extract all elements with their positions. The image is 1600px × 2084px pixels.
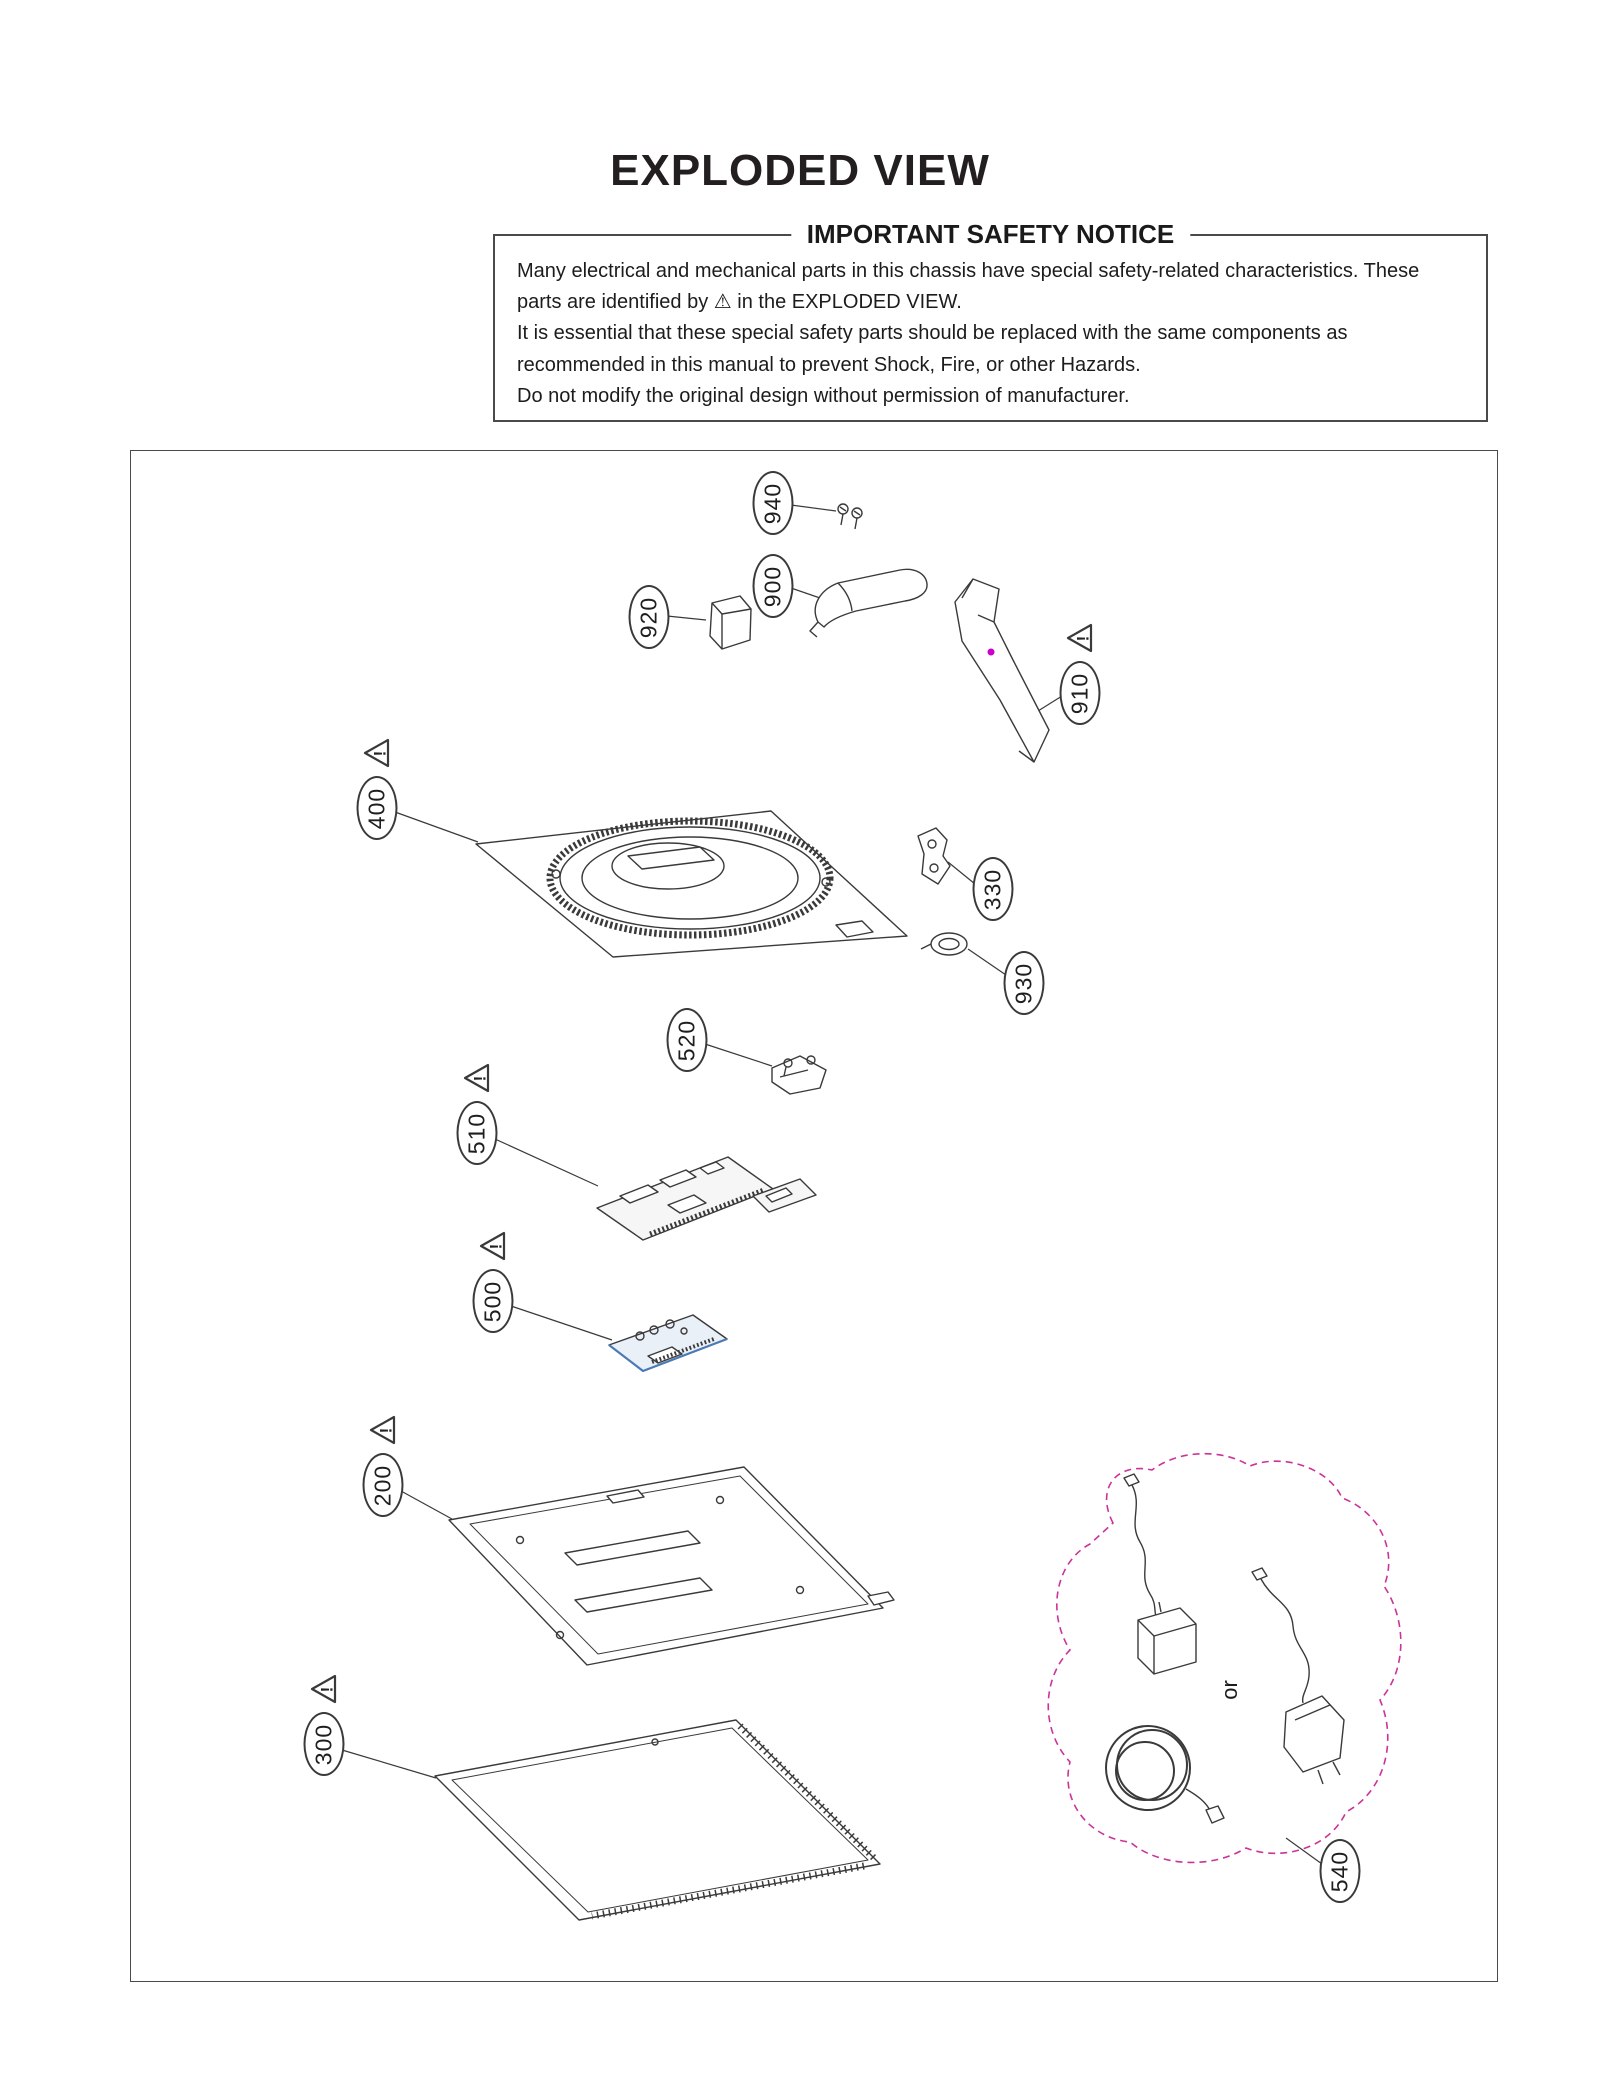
part-number: 510 — [463, 1112, 490, 1154]
svg-text:!: ! — [470, 1075, 490, 1082]
page-title: EXPLODED VIEW — [610, 146, 990, 195]
part-number: 400 — [363, 787, 390, 829]
or-label: or — [1217, 1680, 1242, 1700]
part-number: 500 — [479, 1280, 506, 1322]
warning-triangle-icon — [476, 1229, 510, 1263]
part-number: 940 — [759, 482, 786, 524]
svg-text:!: ! — [486, 1243, 506, 1250]
part-number: 520 — [673, 1019, 700, 1061]
warning-triangle-icon — [460, 1061, 494, 1095]
part-number-badge — [473, 1269, 514, 1333]
part-number-badge — [667, 1008, 708, 1072]
svg-text:!: ! — [376, 1427, 396, 1434]
svg-text:!: ! — [370, 750, 390, 757]
part-number-badge — [973, 857, 1014, 921]
part-number-badge — [357, 776, 398, 840]
svg-text:!: ! — [317, 1686, 337, 1693]
warning-triangle-icon — [360, 736, 394, 770]
part-number-badge — [1060, 661, 1101, 725]
part-number-badge — [629, 585, 670, 649]
safety-notice-paragraph: Many electrical and mechanical parts in this chassis have special safety-related characteristics. These parts are identified by ⚠ in the EXPLODED VIEW. — [517, 260, 1420, 314]
part-number: 200 — [369, 1464, 396, 1506]
safety-notice-paragraph: It is essential that these special safety parts should be replaced with the same components as recommended in this manual to prevent Shock, Fire, or other Hazards. — [517, 322, 1348, 376]
part-number-badge — [457, 1101, 498, 1165]
warning-triangle-icon — [307, 1672, 341, 1706]
part-number-badge — [753, 471, 794, 535]
part-number: 920 — [635, 596, 662, 638]
part-number: 330 — [979, 868, 1006, 910]
svg-text:!: ! — [1073, 635, 1093, 642]
part-number-badge — [1004, 951, 1045, 1015]
part-number: 300 — [310, 1723, 337, 1765]
warning-triangle-icon — [366, 1413, 400, 1447]
part-number: 910 — [1066, 672, 1093, 714]
warning-triangle-icon — [1063, 621, 1097, 655]
part-number-badge — [304, 1712, 345, 1776]
part-number-badge — [363, 1453, 404, 1517]
part-number: 540 — [1326, 1850, 1353, 1892]
part-number-badge — [753, 554, 794, 618]
safety-notice-paragraph: Do not modify the original design without permission of manufacturer. — [517, 384, 1130, 407]
part-number-badge — [1320, 1839, 1361, 1903]
part-number: 930 — [1010, 962, 1037, 1004]
safety-notice-heading: IMPORTANT SAFETY NOTICE — [791, 219, 1190, 250]
part-number: 900 — [759, 565, 786, 607]
